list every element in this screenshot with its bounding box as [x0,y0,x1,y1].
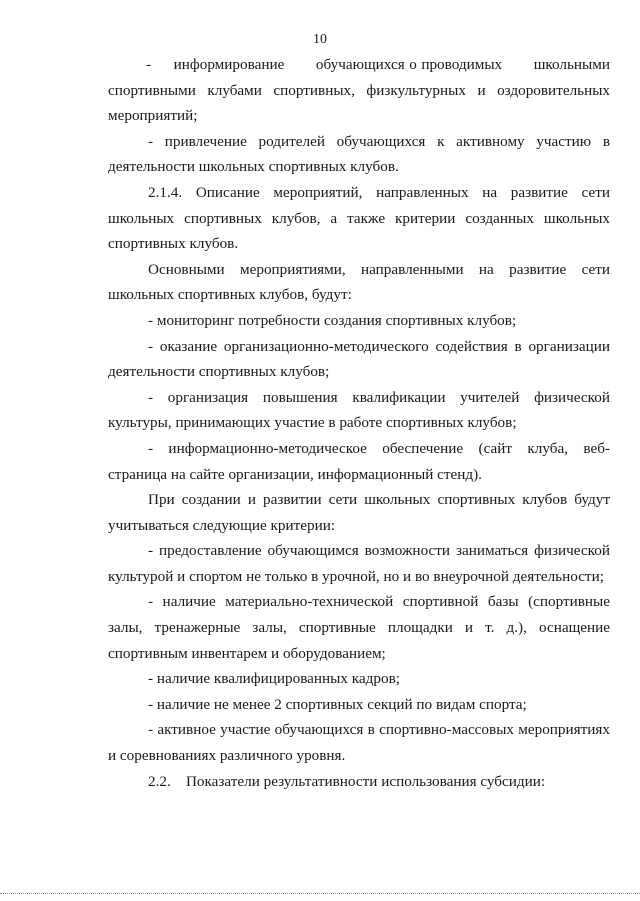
page-number: 10 [313,32,327,47]
paragraph-main-activities: Основными мероприятиями, направленными на развитие сети школьных спортивных клубов, будут: [108,260,610,304]
paragraph-criteria-intro: При создании и развитии сети школьных спортивных клубов будут учитываться следующие критерии: [108,491,610,534]
section-heading-2-1-4: 2.1.4. Описание мероприятий, направленных на развитие сети школьных спортивных клубов, а также критерии созданных школьных спортивных клубов. [108,183,610,253]
list-item-monitoring: - мониторинг потребности создания спортивных клубов; [148,311,517,329]
list-item-material-base: - наличие материально-технической спортивной базы (спортивные залы, тренажерные залы, спортивные площадки и т. д.), оснащение спортивным инвентарем и оборудованием; [108,593,610,662]
paragraph-involving-parents: - привлечение родителей обучающихся к активному участию в деятельности школьных спортивных клубов. [108,132,610,176]
document-body [108,52,610,794]
section-heading-2-2: 2.2. Показатели результативности использования субсидии: [148,772,546,790]
list-item-methodical-support: - оказание организационно-методического содействия в организации деятельности спортивных клубов; [108,337,610,381]
list-item-qualified-staff: - наличие квалифицированных кадров; [148,670,400,688]
list-item-sport-sections: - наличие не менее 2 спортивных секций по видам спорта; [148,695,527,713]
list-item-teacher-training: - организация повышения квалификации учителей физической культуры, принимающих участие в работе спортивных клубов; [108,388,610,432]
scan-bottom-edge [0,893,640,894]
paragraph-informing-students: - информирование обучающихся о проводимых школьными спортивными клубами спортивных, физкультурных и оздоровительных мероприятий; [108,56,610,125]
list-item-active-participation: - активное участие обучающихся в спортивно-массовых мероприятиях и соревнованиях различного уровня. [108,721,610,765]
list-item-information-support: - информационно-методическое обеспечение (сайт клуба, веб-страница на сайте организации, информационный стенд). [108,439,610,483]
list-item-opportunity: - предоставление обучающимся возможности заниматься физической культурой и спортом не только в урочной, но и во внеурочной деятельности; [108,542,610,585]
